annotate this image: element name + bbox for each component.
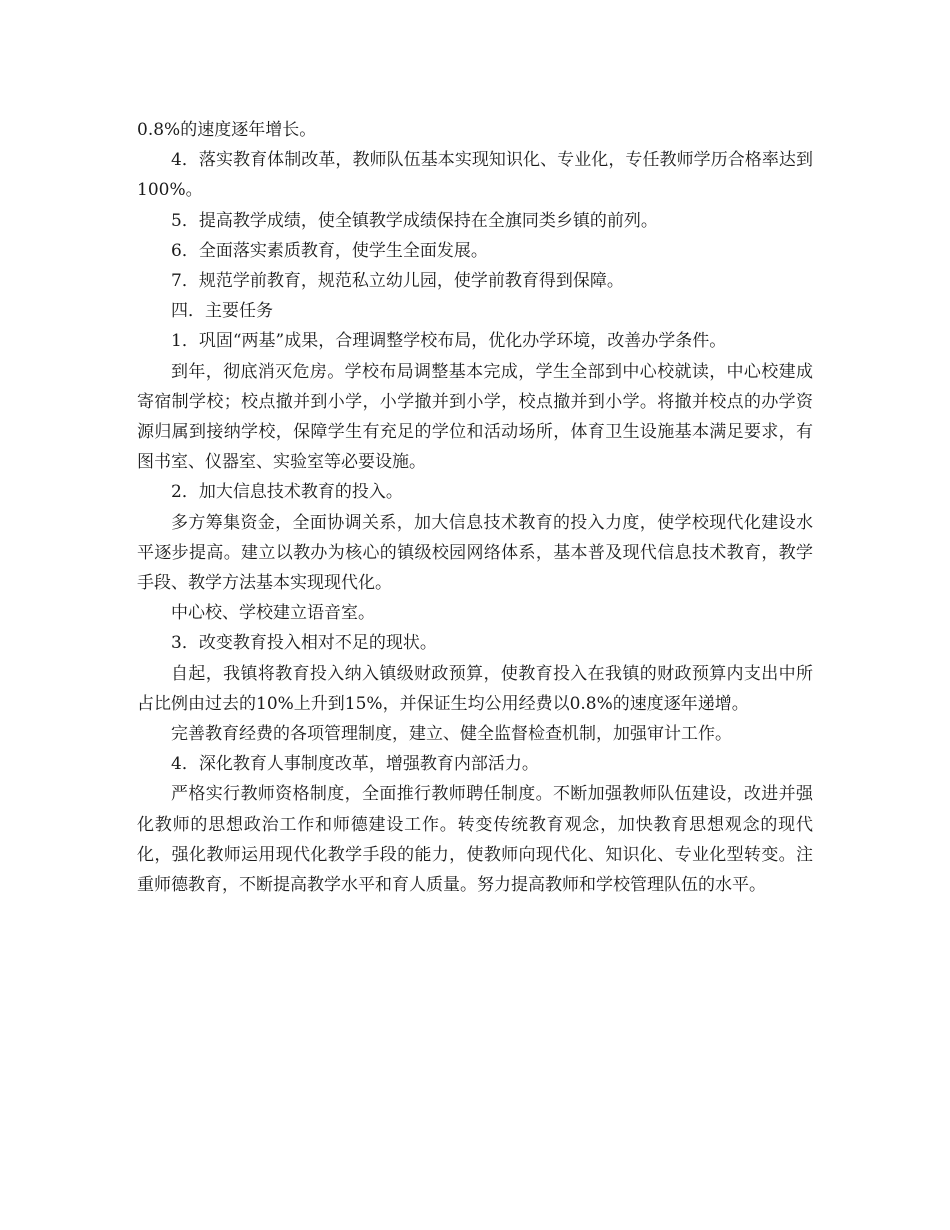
paragraph-15: 4．深化教育人事制度改革，增强教育内部活力。	[171, 754, 539, 775]
paragraph-11: 中心校、学校建立语音室。	[171, 603, 375, 624]
paragraph-1: 0.8%的速度逐年增长。	[137, 120, 317, 140]
paragraph-3: 5．提高教学成绩，使全镇教学成绩保持在全旗同类乡镇的前列。	[171, 210, 658, 231]
paragraph-12: 3．改变教育投入相对不足的现状。	[171, 633, 437, 654]
paragraph-4: 6．全面落实素质教育，使学生全面发展。	[171, 240, 488, 261]
paragraph-7: 1．巩固“两基”成果，合理调整学校布局，优化办学环境，改善办学条件。	[171, 331, 727, 352]
paragraph-13: 自起，我镇将教育投入纳入镇级财政预算，使教育投入在我镇的财政预算内支出中所占比例由过去的10%上升到15%，并保证生均公用经费以0.8%的速度逐年递增。	[137, 663, 813, 714]
paragraph-9: 2．加大信息技术教育的投入。	[171, 482, 403, 503]
document-body	[137, 115, 813, 900]
paragraph-10: 多方筹集资金，全面协调关系，加大信息技术教育的投入力度，使学校现代化建设水平逐步提高。建立以教办为核心的镇级校园网络体系，基本普及现代信息技术教育，教学手段、教学方法基本实现现代化。	[137, 512, 813, 594]
paragraph-14: 完善教育经费的各项管理制度，建立、健全监督检查机制，加强审计工作。	[171, 724, 732, 745]
paragraph-8: 到年，彻底消灭危房。学校布局调整基本完成，学生全部到中心校就读，中心校建成寄宿制学校；校点撤并到小学，小学撤并到小学，校点撤并到小学。将撤并校点的办学资源归属到接纳学校，保障学生有充足的学位和活动场所，体育卫生设施基本满足要求，有图书室、仪器室、实验室等必要设施。	[137, 361, 813, 473]
paragraph-5: 7．规范学前教育，规范私立幼儿园，使学前教育得到保障。	[171, 271, 624, 292]
paragraph-2: 4．落实教育体制改革，教师队伍基本实现知识化、专业化，专任教师学历合格率达到100%。	[137, 150, 813, 201]
section-heading-main-tasks: 四．主要任务	[171, 301, 273, 322]
paragraph-16: 严格实行教师资格制度，全面推行教师聘任制度。不断加强教师队伍建设，改进并强化教师的思想政治工作和师德建设工作。转变传统教育观念，加快教育思想观念的现代化，强化教师运用现代化教学手段的能力，使教师向现代化、知识化、专业化型转变。注重师德教育，不断提高教学水平和育人质量。努力提高教师和学校管理队伍的水平。	[137, 784, 813, 896]
